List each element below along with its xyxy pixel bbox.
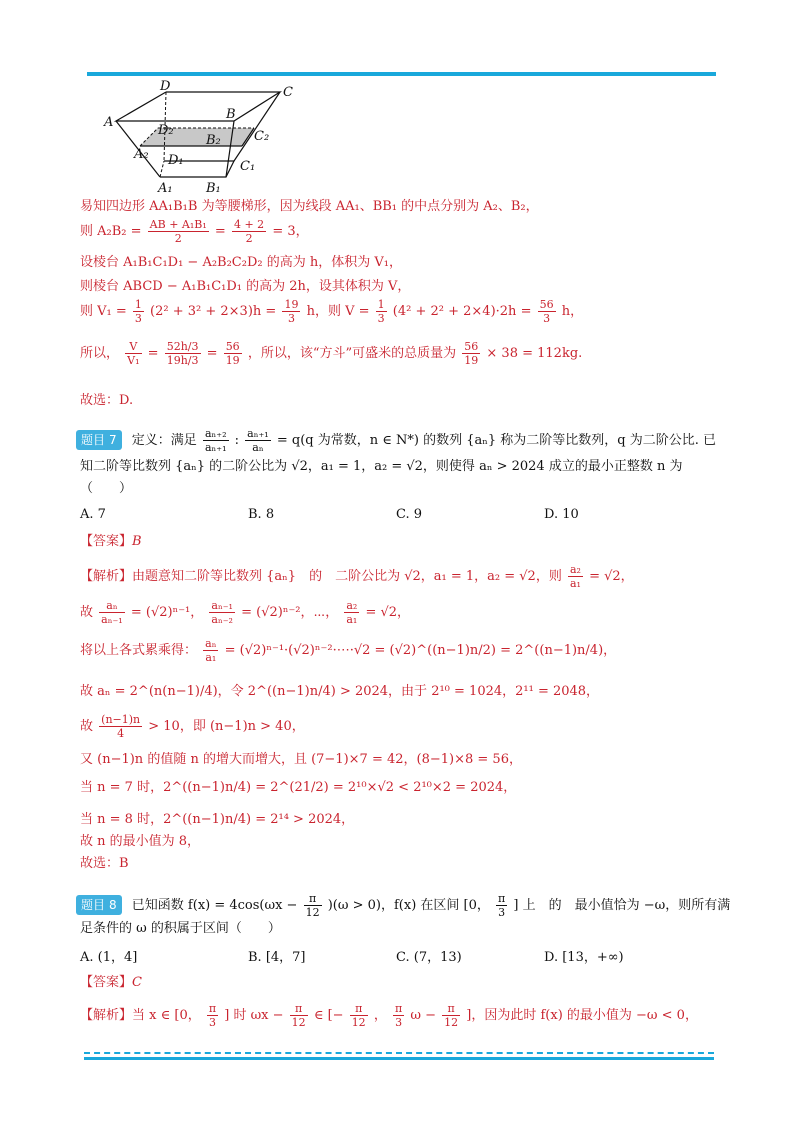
q8-option-c: C. (7，13) [396, 950, 462, 965]
q8-sol-line1: 【解析】当 x ∈ [0， $\frac{\pi}{3}$ ] 时 ωx − $\frac{\pi}{12}$ ∈ [− $\frac{\pi}{12}$ ， $\frac{\pi}{3}$ ω − $\frac{\pi}{12}$ ]，因为此时 f(x) 的最小值为 −ω < 0， [80, 1002, 698, 1029]
q7-option-d: D. 10 [544, 507, 579, 522]
label-B: B [226, 107, 236, 122]
sol6-line7: 故选：D. [80, 393, 134, 408]
q7-sol-line2: 故 $\frac{\text{aₙ}}{\text{aₙ₋₁}}$ = (√2)ⁿ⁻¹， $\frac{\text{aₙ₋₁}}{\text{aₙ₋₂}}$ = (√2)ⁿ⁻²，⋯， $\frac{\text{a₂}}{\text{a₁}}$ = √2， [80, 599, 411, 626]
sol6-line2: 则 A₂B₂ = $\frac{\text{AB + A₁B₁}}{2}$ = $\frac{4 + 2}{2}$ = 3， [80, 218, 309, 245]
label-D: D [160, 79, 171, 94]
label-B2: B₂ [206, 133, 221, 148]
footer-rule [84, 1057, 714, 1060]
q7-line2: 知二阶等比数列 {aₙ} 的二阶公比为 √2，a₁ = 1，a₂ = √2，则使得 aₙ > 2024 成立的最小正整数 n 为 [80, 459, 683, 474]
q8-line2: 足条件的 ω 的积属于区间（ ） [80, 921, 281, 936]
q7-sol-line1: 【解析】由题意知二阶等比数列 {aₙ} 的 二阶公比为 √2，a₁ = 1，a₂ = √2，则 $\frac{\text{a₂}}{\text{a₁}}$ = √2， [80, 563, 634, 590]
label-C1: C₁ [240, 159, 256, 174]
q7-option-a: A. 7 [80, 507, 106, 522]
q7-badge: 题目 7 [76, 430, 122, 450]
q7-sol-line5: 故 $\frac{(n-1)n}{4}$ > 10，即 (n−1)n > 40， [80, 713, 305, 740]
q7-sol-line6: 又 (n−1)n 的值随 n 的增大而增大，且 (7−1)×7 = 42，(8−1)×8 = 56， [80, 752, 522, 767]
q7-line3: （ ） [80, 481, 133, 496]
label-A1: A₁ [158, 181, 173, 196]
q8-badge: 题目 8 [76, 895, 122, 915]
q7-sol-line8: 当 n = 8 时，2^((n−1)n/4) = 2¹⁴ > 2024， [80, 812, 355, 827]
label-A2: A₂ [134, 147, 149, 162]
q8-line1: 题目 8 已知函数 f(x) = 4cos(ωx − $\frac{\pi}{12}$ )(ω > 0)，f(x) 在区间 [0， $\frac{\pi}{3}$ ] 上 的 最小值恰为 −ω，则所有满 [76, 892, 730, 919]
label-C: C [283, 85, 293, 100]
q7-sol-line4: 故 aₙ = 2^(n(n−1)/4)，令 2^((n−1)n/4) > 2024，由于 2¹⁰ = 1024，2¹¹ = 2048， [80, 684, 600, 699]
q8-option-b: B. [4，7] [248, 950, 306, 965]
sol6-line3: 设棱台 A₁B₁C₁D₁ − A₂B₂C₂D₂ 的高为 h，体积为 V₁， [80, 255, 402, 270]
q7-sol-line10: 故选：B [80, 856, 129, 871]
q7-answer: 【答案】B [80, 534, 142, 549]
q8-option-a: A. (1，4] [80, 950, 138, 965]
sol6-line5: 则 V₁ = $\frac{1}{3}$ (2² + 3² + 2×3)h = $\frac{19}{3}$ h，则 V = $\frac{1}{3}$ (4² + 2² + 2×4)·2h = $\frac{56}{3}$ h， [80, 298, 584, 325]
q7-option-b: B. 8 [248, 507, 275, 522]
q7-sol-line3: 将以上各式累乘得： $\frac{\text{aₙ}}{\text{a₁}}$ = (√2)ⁿ⁻¹·(√2)ⁿ⁻²·⋯·√2 = (√2)^((n−1)n/2) = 2^((n−1)n/4)， [80, 637, 617, 664]
q7-sol-line9: 故 n 的最小值为 8， [80, 834, 201, 849]
sol6-line6: 所以， $\frac{V}{\text{V₁}}$ = $\frac{52h/3}{19h/3}$ = $\frac{56}{19}$ ，所以，该“方斗”可盛米的总质量为 $\frac{56}{19}$ × 38 = 112kg. [80, 340, 583, 367]
q8-answer: 【答案】C [80, 975, 142, 990]
label-D2: D₂ [158, 123, 174, 138]
label-B1: B₁ [206, 181, 221, 196]
label-C2: C₂ [254, 129, 270, 144]
label-D1: D₁ [168, 153, 184, 168]
sol6-line4: 则棱台 ABCD − A₁B₁C₁D₁ 的高为 2h，设其体积为 V， [80, 279, 411, 294]
sol6-line1: 易知四边形 AA₁B₁B 为等腰梯形，因为线段 AA₁、BB₁ 的中点分别为 A₂、B₂， [80, 199, 539, 214]
frustum-figure [100, 78, 310, 196]
label-A: A [104, 115, 114, 130]
q7-line1: 题目 7 定义：满足 $\frac{\text{aₙ₊₂}}{\text{aₙ₊₁}}$ : $\frac{\text{aₙ₊₁}}{\text{aₙ}}$ = q(q 为常数，n ∈ N*) 的数列 {aₙ} 称为二阶等比数列，q 为二阶公比. 已 [76, 427, 716, 454]
footer-rule-dashed [84, 1052, 714, 1054]
header-rule [87, 72, 716, 76]
q7-option-c: C. 9 [396, 507, 423, 522]
q7-sol-line7: 当 n = 7 时，2^((n−1)n/4) = 2^(21/2) = 2¹⁰×√2 < 2¹⁰×2 = 2024， [80, 780, 517, 795]
q8-option-d: D. [13，+∞) [544, 950, 624, 965]
